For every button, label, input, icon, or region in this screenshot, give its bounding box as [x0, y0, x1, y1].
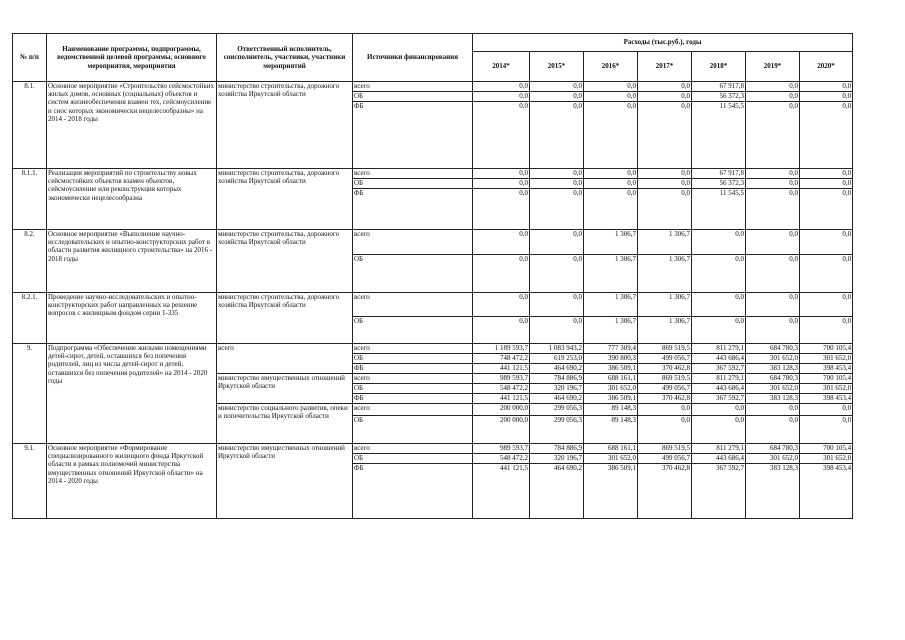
value-cell: 383 128,3: [746, 394, 800, 404]
value-cell: 464 690,2: [530, 464, 584, 519]
value-cell: 0,0: [473, 255, 530, 293]
value-cell: 56 372,3: [692, 179, 746, 189]
value-cell: 0,0: [746, 179, 800, 189]
value-cell: 398 453,4: [800, 464, 853, 519]
value-cell: 0,0: [746, 102, 800, 169]
value-cell: 0,0: [800, 416, 853, 444]
value-cell: 811 279,1: [692, 344, 746, 354]
table-row: [13, 344, 853, 354]
value-cell: 811 279,1: [692, 444, 746, 454]
value-cell: 0,0: [530, 82, 584, 92]
row-source: ОБ: [353, 354, 473, 364]
value-cell: 320 196,7: [530, 454, 584, 464]
value-cell: 777 309,4: [584, 344, 638, 354]
value-cell: 989 593,7: [473, 374, 530, 384]
value-cell: 390 800,3: [584, 354, 638, 364]
value-cell: 464 690,2: [530, 394, 584, 404]
value-cell: 684 780,3: [746, 344, 800, 354]
value-cell: 0,0: [746, 189, 800, 230]
value-cell: 89 148,3: [584, 416, 638, 444]
value-cell: 441 121,5: [473, 364, 530, 374]
row-executor: министерство строительства, дорожного хозяйства Иркутской области: [217, 169, 353, 230]
header-num: № п/п: [13, 34, 47, 82]
value-cell: 1 306,7: [584, 293, 638, 317]
row-executor: министерство имущественных отношений Иркутской области: [217, 374, 353, 404]
value-cell: 0,0: [692, 317, 746, 344]
value-cell: 784 886,9: [530, 374, 584, 384]
value-cell: 0,0: [584, 92, 638, 102]
value-cell: 0,0: [473, 189, 530, 230]
value-cell: 383 128,3: [746, 364, 800, 374]
row-source: всего: [353, 82, 473, 92]
value-cell: 441 121,5: [473, 394, 530, 404]
row-index: 9.1.: [13, 444, 47, 519]
value-cell: 1 306,7: [638, 230, 692, 255]
value-cell: 1 083 943,2: [530, 344, 584, 354]
value-cell: 0,0: [692, 293, 746, 317]
row-name: Основное мероприятие «Выполнение научно-исследовательских и опытно-конструкторских работ в области развития жилищного строительства» на 2016 - 2018 годы: [47, 230, 217, 293]
value-cell: 301 652,0: [584, 454, 638, 464]
value-cell: 784 886,9: [530, 444, 584, 454]
row-source: ОБ: [353, 384, 473, 394]
value-cell: 0,0: [692, 255, 746, 293]
row-name: Основное мероприятие «Строительство сейсмостойких жилых домов, основных (социальных) объектов и систем жизнеобеспечения взамен тех, сейсмоусиление и снос которых экономически нецелесообразны» на 2014 - 2018 годы: [47, 82, 217, 169]
value-cell: 0,0: [638, 416, 692, 444]
value-cell: 499 056,7: [638, 384, 692, 394]
value-cell: 383 128,3: [746, 464, 800, 519]
table-row: [13, 444, 853, 454]
value-cell: 299 056,3: [530, 404, 584, 416]
row-name: Реализация мероприятий по строительству новых сейсмостойких объектов взамен объектов, сейсмоусиление или реконструкция которых экономически нецелесообразна: [47, 169, 217, 230]
value-cell: 0,0: [800, 230, 853, 255]
value-cell: 386 509,1: [584, 464, 638, 519]
value-cell: 1 306,7: [638, 317, 692, 344]
value-cell: 0,0: [473, 293, 530, 317]
value-cell: 0,0: [584, 179, 638, 189]
value-cell: 0,0: [746, 169, 800, 179]
value-cell: 301 652,0: [746, 384, 800, 394]
value-cell: 0,0: [638, 92, 692, 102]
header-year: 2018*: [692, 52, 746, 82]
value-cell: 700 105,4: [800, 374, 853, 384]
value-cell: 0,0: [800, 169, 853, 179]
value-cell: 0,0: [530, 102, 584, 169]
value-cell: 299 056,3: [530, 416, 584, 444]
value-cell: 869 519,5: [638, 374, 692, 384]
value-cell: 0,0: [584, 189, 638, 230]
row-name: Подпрограмма «Обеспечение жилыми помещениями детей-сирот, детей, оставшихся без попечения родителей, лиц из числа детей-сирот и детей, оставшихся без попечения родителей» на 2014 - 2020 годы: [47, 344, 217, 444]
value-cell: 684 780,3: [746, 374, 800, 384]
table-row: [13, 169, 853, 179]
value-cell: 301 652,0: [746, 354, 800, 364]
value-cell: 0,0: [473, 179, 530, 189]
value-cell: 0,0: [800, 179, 853, 189]
value-cell: 0,0: [746, 82, 800, 92]
row-index: 8.1.1.: [13, 169, 47, 230]
value-cell: 499 056,7: [638, 454, 692, 464]
header-year: 2020*: [800, 52, 853, 82]
value-cell: 0,0: [746, 255, 800, 293]
value-cell: 301 652,0: [800, 454, 853, 464]
header-name: Наименование программы, подпрограммы, ведомственной целевой программы, основного мероприятия, мероприятия: [47, 34, 217, 82]
value-cell: 0,0: [473, 230, 530, 255]
value-cell: 0,0: [800, 102, 853, 169]
value-cell: 441 121,5: [473, 464, 530, 519]
value-cell: 548 472,2: [473, 384, 530, 394]
value-cell: 11 545,5: [692, 189, 746, 230]
row-executor: министерство социального развития, опеки и попечительства Иркутской области: [217, 404, 353, 444]
value-cell: 989 593,7: [473, 444, 530, 454]
value-cell: 0,0: [473, 102, 530, 169]
value-cell: 367 592,7: [692, 364, 746, 374]
value-cell: 301 652,0: [800, 384, 853, 394]
row-index: 9.: [13, 344, 47, 444]
row-source: всего: [353, 374, 473, 384]
value-cell: 688 161,1: [584, 444, 638, 454]
value-cell: 0,0: [800, 255, 853, 293]
row-index: 8.2.: [13, 230, 47, 293]
value-cell: 0,0: [530, 189, 584, 230]
row-source: ОБ: [353, 179, 473, 189]
row-source: ОБ: [353, 454, 473, 464]
value-cell: 688 161,1: [584, 374, 638, 384]
value-cell: 398 453,4: [800, 394, 853, 404]
table-row: [13, 293, 853, 317]
row-executor: министерство строительства, дорожного хозяйства Иркутской области: [217, 82, 353, 169]
value-cell: 1 306,7: [584, 230, 638, 255]
row-source: ФБ: [353, 394, 473, 404]
value-cell: 0,0: [692, 230, 746, 255]
value-cell: 0,0: [638, 102, 692, 169]
value-cell: 0,0: [746, 92, 800, 102]
row-source: ФБ: [353, 189, 473, 230]
value-cell: 0,0: [800, 404, 853, 416]
row-source: всего: [353, 404, 473, 416]
value-cell: 301 652,0: [584, 384, 638, 394]
value-cell: 0,0: [530, 317, 584, 344]
value-cell: 370 462,8: [638, 394, 692, 404]
header-year: 2017*: [638, 52, 692, 82]
value-cell: 320 196,7: [530, 384, 584, 394]
value-cell: 301 652,0: [746, 454, 800, 464]
value-cell: 0,0: [746, 317, 800, 344]
value-cell: 89 148,3: [584, 404, 638, 416]
header-expenses: Расходы (тыс.руб.), годы: [473, 34, 853, 52]
row-name: Проведение научно-исследовательских и опытно-конструкторских работ направленных на решение вопросов с жилищным фондом серии 1-335: [47, 293, 217, 344]
row-source: ОБ: [353, 317, 473, 344]
value-cell: 0,0: [530, 92, 584, 102]
value-cell: 67 917,8: [692, 82, 746, 92]
value-cell: 0,0: [638, 179, 692, 189]
value-cell: 56 372,3: [692, 92, 746, 102]
value-cell: 0,0: [473, 169, 530, 179]
financing-table: [12, 33, 853, 519]
value-cell: 0,0: [473, 82, 530, 92]
value-cell: 0,0: [584, 102, 638, 169]
row-source: ОБ: [353, 416, 473, 444]
value-cell: 748 472,2: [473, 354, 530, 364]
row-executor: всего: [217, 344, 353, 374]
value-cell: 548 472,2: [473, 454, 530, 464]
value-cell: 499 056,7: [638, 354, 692, 364]
value-cell: 386 509,1: [584, 394, 638, 404]
header-year: 2019*: [746, 52, 800, 82]
row-source: ФБ: [353, 464, 473, 519]
row-executor: министерство строительства, дорожного хозяйства Иркутской области: [217, 293, 353, 344]
value-cell: 67 917,8: [692, 169, 746, 179]
value-cell: 1 306,7: [638, 255, 692, 293]
row-source: всего: [353, 344, 473, 354]
value-cell: 0,0: [746, 293, 800, 317]
row-index: 8.1.: [13, 82, 47, 169]
value-cell: 0,0: [638, 169, 692, 179]
value-cell: 0,0: [530, 230, 584, 255]
row-source: ФБ: [353, 364, 473, 374]
value-cell: 398 453,4: [800, 364, 853, 374]
value-cell: 443 686,4: [692, 354, 746, 364]
value-cell: 0,0: [530, 293, 584, 317]
value-cell: 0,0: [746, 230, 800, 255]
row-source: всего: [353, 169, 473, 179]
value-cell: 0,0: [473, 317, 530, 344]
row-executor: министерство имущественных отношений Иркутской области: [217, 444, 353, 519]
table-row: [13, 230, 853, 255]
value-cell: 0,0: [800, 317, 853, 344]
value-cell: 0,0: [584, 82, 638, 92]
value-cell: 0,0: [800, 293, 853, 317]
value-cell: 0,0: [800, 82, 853, 92]
value-cell: 370 462,8: [638, 464, 692, 519]
value-cell: 443 686,4: [692, 384, 746, 394]
row-source: ОБ: [353, 255, 473, 293]
value-cell: 464 690,2: [530, 364, 584, 374]
value-cell: 0,0: [638, 82, 692, 92]
value-cell: 0,0: [746, 404, 800, 416]
value-cell: 370 462,8: [638, 364, 692, 374]
value-cell: 367 592,7: [692, 464, 746, 519]
table-row: [13, 82, 853, 92]
value-cell: 700 105,4: [800, 444, 853, 454]
header-year: 2014*: [473, 52, 530, 82]
value-cell: 200 000,0: [473, 404, 530, 416]
value-cell: 0,0: [692, 404, 746, 416]
value-cell: 443 686,4: [692, 454, 746, 464]
value-cell: 869 519,5: [638, 344, 692, 354]
row-source: всего: [353, 293, 473, 317]
value-cell: 301 652,0: [800, 354, 853, 364]
header-year: 2016*: [584, 52, 638, 82]
value-cell: 0,0: [638, 189, 692, 230]
value-cell: 811 279,1: [692, 374, 746, 384]
value-cell: 0,0: [584, 169, 638, 179]
value-cell: 0,0: [530, 255, 584, 293]
row-source: ОБ: [353, 92, 473, 102]
value-cell: 0,0: [800, 189, 853, 230]
value-cell: 0,0: [692, 416, 746, 444]
row-source: всего: [353, 444, 473, 454]
value-cell: 1 306,7: [638, 293, 692, 317]
value-cell: 0,0: [638, 404, 692, 416]
row-source: ФБ: [353, 102, 473, 169]
header-source: Источники финансирования: [353, 34, 473, 82]
row-source: всего: [353, 230, 473, 255]
value-cell: 1 189 593,7: [473, 344, 530, 354]
value-cell: 386 509,1: [584, 364, 638, 374]
row-index: 8.2.1.: [13, 293, 47, 344]
header-year: 2015*: [530, 52, 584, 82]
row-name: Основное мероприятие «Формирование специализированного жилищного фонда Иркутской области в рамках полномочий министерства имущественных отношений Иркутской области» на 2014 - 2020 годы: [47, 444, 217, 519]
value-cell: 684 780,3: [746, 444, 800, 454]
value-cell: 0,0: [746, 416, 800, 444]
value-cell: 0,0: [530, 179, 584, 189]
value-cell: 0,0: [530, 169, 584, 179]
value-cell: 367 592,7: [692, 394, 746, 404]
value-cell: 0,0: [800, 92, 853, 102]
value-cell: 1 306,7: [584, 317, 638, 344]
value-cell: 1 306,7: [584, 255, 638, 293]
value-cell: 11 545,5: [692, 102, 746, 169]
value-cell: 869 519,5: [638, 444, 692, 454]
value-cell: 700 105,4: [800, 344, 853, 354]
value-cell: 0,0: [473, 92, 530, 102]
row-executor: министерство строительства, дорожного хозяйства Иркутской области: [217, 230, 353, 293]
header-executor: Ответственный исполнитель, соисполнитель, участники, участники мероприятий: [217, 34, 353, 82]
value-cell: 619 253,0: [530, 354, 584, 364]
value-cell: 200 000,0: [473, 416, 530, 444]
